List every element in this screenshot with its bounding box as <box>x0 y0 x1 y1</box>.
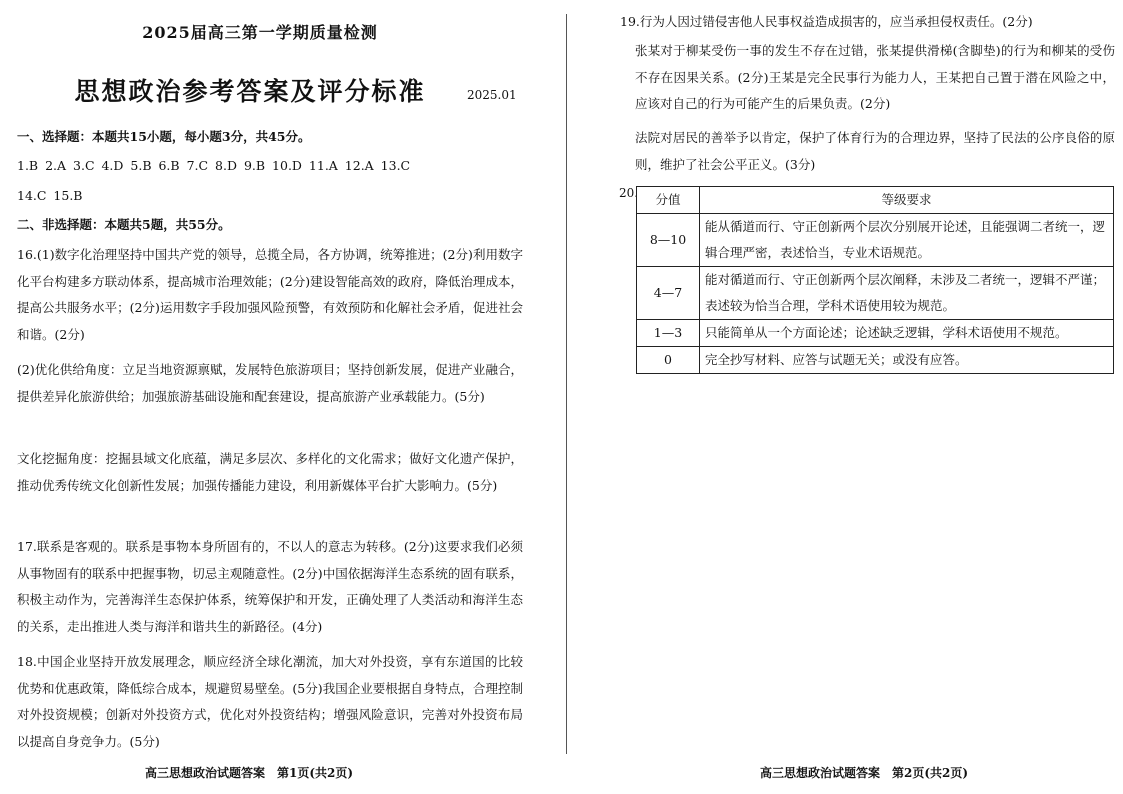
header-score: 分值 <box>637 187 700 214</box>
table-row <box>637 214 1114 267</box>
footer-page-2: 高三思想政治试题答案 第2页(共2页) <box>760 766 969 780</box>
footer-page-1: 高三思想政治试题答案 第1页(共2页) <box>145 766 354 780</box>
exam-title: 2025届高三第一学期质量检测 <box>142 23 378 42</box>
table-header-row <box>637 187 1114 214</box>
answers-line-2: 14.C 15.B <box>17 188 83 203</box>
answers-line-1: 1.B 2.A 3.C 4.D 5.B 6.B 7.C 8.D 9.B 10.D 11.A 12.A 13.C <box>17 158 411 173</box>
exam-date: 2025.01 <box>467 88 517 102</box>
q19-principle: 19.行为人因过错侵害他人民事权益造成损害的，应当承担侵权责任。(2分) <box>620 14 1033 29</box>
q16-part2-culture: 文化挖掘角度：挖掘县域文化底蕴，满足多层次、多样化的文化需求；做好文化遗产保护，推动优秀传统文化创新性发展；加强传播能力建设，利用新媒体平台扩大影响力。(5分) <box>17 451 523 493</box>
page-divider <box>566 14 567 754</box>
section1-heading: 一、选择题：本题共15小题，每小题3分，共45分。 <box>17 129 311 144</box>
q19-analysis: 张某对于柳某受伤一事的发生不存在过错，张某提供滑梯(含脚垫)的行为和柳某的受伤不存在因果关系。(2分)王某是完全民事行为能力人，王某把自己置于潜在风险之中，应该对自己的行为可能产生的后果负责。(2分) <box>635 43 1115 111</box>
score-cell: 0 <box>637 347 700 374</box>
score-cell: 4—7 <box>637 267 700 320</box>
q18-answer: 18.中国企业坚持开放发展理念，顺应经济全球化潮流，加大对外投资，享有东道国的比较优势和优惠政策，降低综合成本，规避贸易壁垒。(5分)我国企业要根据自身特点，合理控制对外投资规模；创新对外投资方式，优化对外投资结构；增强风险意识，完善对外投资布局以提高自身竞争力。(5分) <box>17 654 523 749</box>
q19-conclusion: 法院对居民的善举予以肯定，保护了体育行为的合理边界，坚持了民法的公序良俗的原则，维护了社会公平正义。(3分) <box>635 130 1115 172</box>
table-row <box>637 267 1114 320</box>
grading-table <box>636 186 1114 374</box>
q20-label: 20. <box>619 186 639 200</box>
requirement-cell: 能从循道而行、守正创新两个层次分别展开论述，且能强调二者统一，逻辑合理严密，表述恰当，专业术语规范。 <box>700 214 1114 267</box>
q16-part2-supply: (2)优化供给角度：立足当地资源禀赋，发展特色旅游项目；坚持创新发展，促进产业融合，提供差异化旅游供给；加强旅游基础设施和配套建设，提高旅游产业承载能力。(5分) <box>17 362 523 404</box>
section2-heading: 二、非选择题：本题共5题，共55分。 <box>17 217 231 232</box>
q17-answer: 17.联系是客观的。联系是事物本身所固有的，不以人的意志为转移。(2分)这要求我们必须从事物固有的联系中把握事物，切忌主观随意性。(2分)中国依据海洋生态系统的固有联系，积极主动作为，完善海洋生态保护体系，统筹保护和开发，正确处理了人类活动和海洋生态的关系，走出推进人类与海洋和谐共生的新路径。(4分) <box>17 539 523 634</box>
requirement-cell: 完全抄写材料、应答与试题无关；或没有应答。 <box>700 347 1114 374</box>
table-row <box>637 320 1114 347</box>
main-title: 思想政治参考答案及评分标准 <box>74 77 426 106</box>
score-cell: 8—10 <box>637 214 700 267</box>
score-cell: 1—3 <box>637 320 700 347</box>
q16-part1: 16.(1)数字化治理坚持中国共产党的领导，总揽全局，各方协调，统筹推进；(2分)利用数字化平台构建多方联动体系，提高城市治理效能；(2分)建设智能高效的政府，降低治理成本，提高公共服务水平；(2分)运用数字手段加强风险预警，有效预防和化解社会矛盾，促进社会和谐。(2分) <box>17 247 523 342</box>
table-row <box>637 347 1114 374</box>
header-requirement: 等级要求 <box>700 187 1114 214</box>
requirement-cell: 只能简单从一个方面论述；论述缺乏逻辑，学科术语使用不规范。 <box>700 320 1114 347</box>
requirement-cell: 能对循道而行、守正创新两个层次阐释，未涉及二者统一，逻辑不严谨；表述较为恰当合理，学科术语使用较为规范。 <box>700 267 1114 320</box>
